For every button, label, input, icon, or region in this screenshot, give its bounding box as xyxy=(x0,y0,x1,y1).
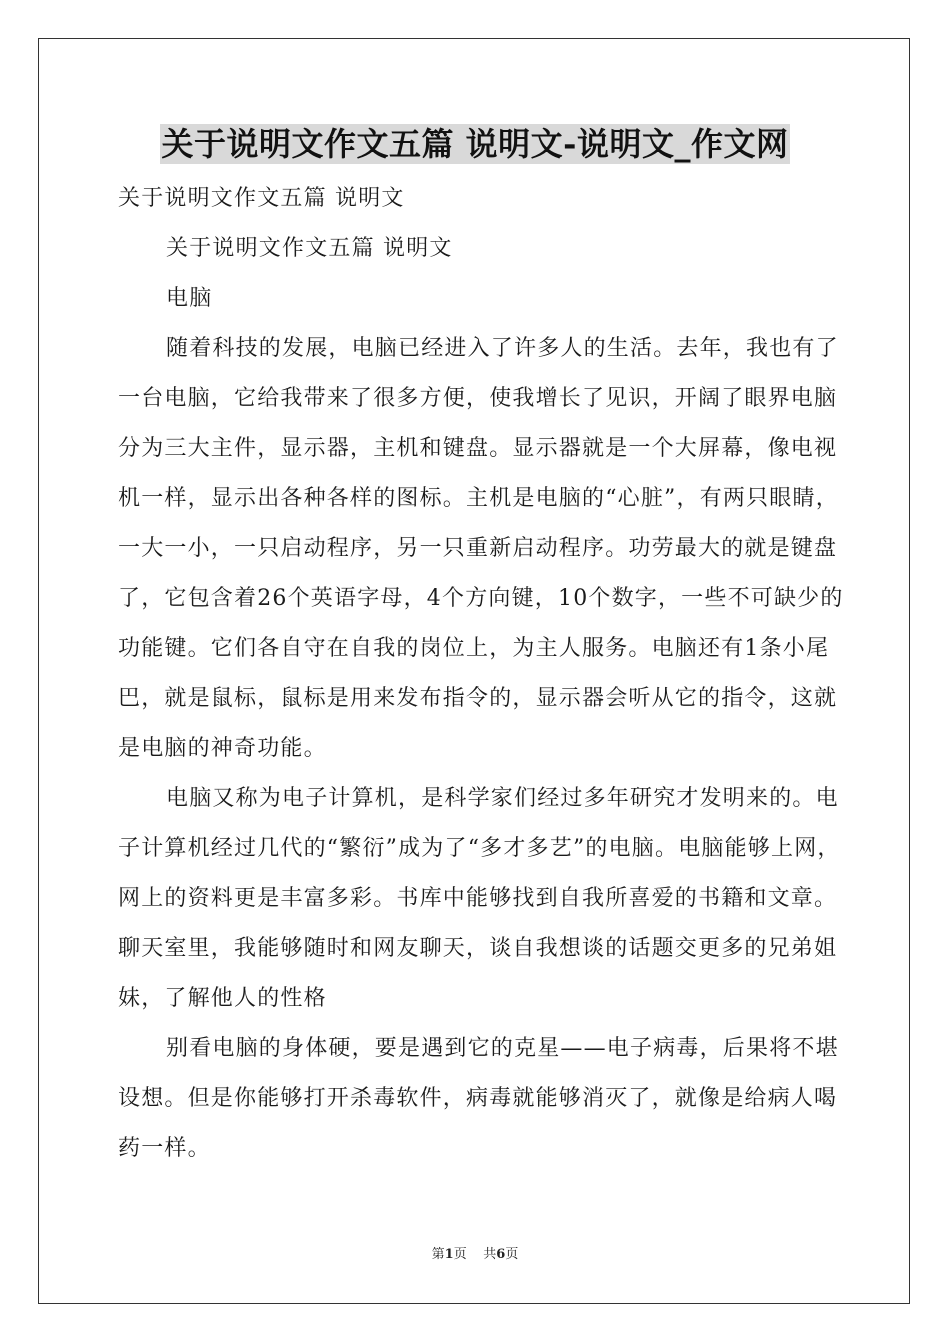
page-prefix: 第 xyxy=(431,1247,445,1262)
paragraph: 随着科技的发展，电脑已经进入了许多人的生活。去年，我也有了一台电脑，它给我带来了很多方便，使我增长了见识，开阔了眼界电脑分为三大主件，显示器，主机和键盘。显示器就是一个大屏幕，像电视机一样，显示出各种各样的图标。主机是电脑的“心脏”，有两只眼睛，一大一小，一只启动程序，另一只重新启动程序。功劳最大的就是键盘了，它包含着26个英语字母，4个方向键，10个数字，一些不可缺少的功能键。它们各自守在自我的岗位上，为主人服务。电脑还有1条小尾巴，就是鼠标，鼠标是用来发布指令的，显示器会听从它的指令，这就是电脑的神奇功能。 xyxy=(118,336,844,761)
paragraph: 关于说明文作文五篇 说明文 xyxy=(166,236,453,261)
page-current: 1 xyxy=(444,1247,454,1262)
paragraph: 关于说明文作文五篇 说明文 xyxy=(118,186,405,211)
paragraph: 电脑 xyxy=(166,286,213,311)
document-body xyxy=(118,174,848,1174)
total-unit: 页 xyxy=(505,1247,519,1262)
title-container xyxy=(0,124,950,164)
paragraph: 别看电脑的身体硬，要是遇到它的克星——电子病毒，后果将不堪设想。但是你能够打开杀毒软件，病毒就能够消灭了，就像是给病人喝药一样。 xyxy=(118,1036,839,1161)
page-footer xyxy=(0,1246,950,1264)
page-total: 6 xyxy=(496,1247,506,1262)
paragraph: 电脑又称为电子计算机，是科学家们经过多年研究才发明来的。电子计算机经过几代的“繁衍”成为了“多才多艺”的电脑。电脑能够上网，网上的资料更是丰富多彩。书库中能够找到自我所喜爱的书籍和文章。聊天室里，我能够随时和网友聊天，谈自我想谈的话题交更多的兄弟姐妹，了解他人的性格 xyxy=(118,786,841,1011)
document-title: 关于说明文作文五篇 说明文-说明文_作文网 xyxy=(161,125,789,163)
page-unit: 页 xyxy=(453,1247,467,1262)
total-prefix: 共 xyxy=(483,1247,497,1262)
